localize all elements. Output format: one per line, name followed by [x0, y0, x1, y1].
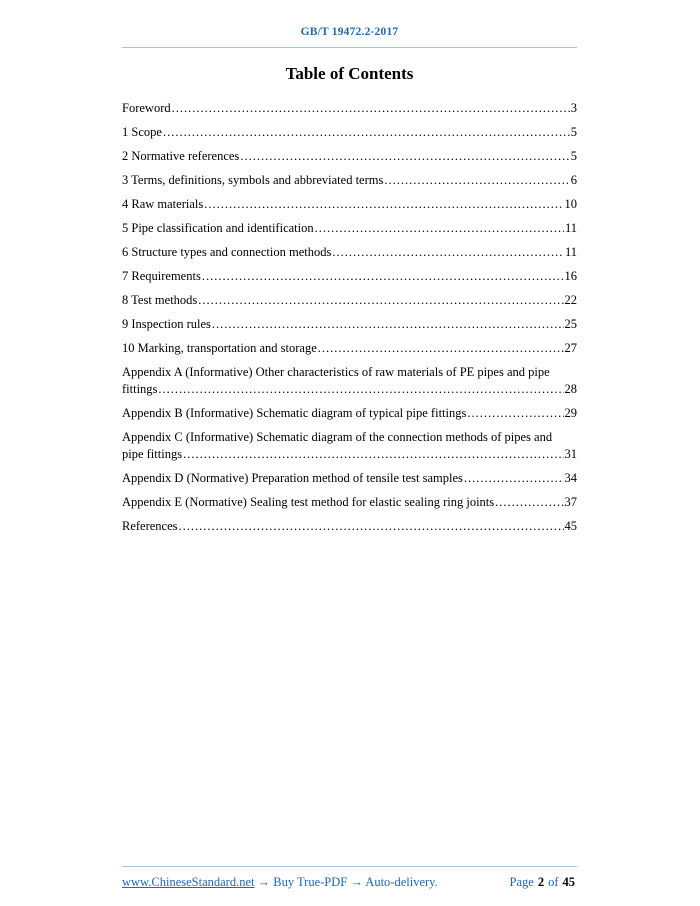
toc-entry-label: 3 Terms, definitions, symbols and abbreviated terms: [122, 173, 384, 187]
toc-entry-raw-materials[interactable]: [122, 197, 577, 212]
dot-leader: [384, 173, 569, 188]
footer-tagline: → Buy True-PDF → Auto-delivery.: [254, 875, 438, 889]
dot-leader: [198, 293, 563, 308]
table-of-contents: [122, 101, 577, 534]
toc-entry-appendix-d[interactable]: [122, 471, 577, 486]
toc-entry-structure-types[interactable]: [122, 245, 577, 260]
toc-entry-appendix-c-line2[interactable]: [122, 447, 577, 462]
document-header: GB/T 19472.2-2017: [300, 26, 399, 38]
toc-entry-label: Appendix B (Informative) Schematic diagram of typical pipe fittings: [122, 406, 467, 420]
toc-entry-appendix-e[interactable]: [122, 495, 577, 510]
header-rule: [122, 47, 577, 48]
dot-leader: [464, 471, 564, 486]
dot-leader: [467, 406, 563, 421]
toc-entry-page: 5: [570, 149, 577, 163]
toc-entry-page: 6: [570, 173, 577, 187]
dot-leader: [172, 101, 570, 116]
dot-leader: [163, 125, 570, 140]
toc-entry-page: 31: [564, 447, 577, 461]
toc-entry-page: 11: [564, 245, 577, 259]
dot-leader: [318, 341, 564, 356]
toc-entry-label: Appendix D (Normative) Preparation method of tensile test samples: [122, 471, 463, 485]
toc-entry-label: Appendix A (Informative) Other characteristics of raw materials of PE pipes and pipe: [122, 365, 550, 379]
toc-entry-label: References: [122, 519, 178, 533]
toc-entry-page: 25: [564, 317, 577, 331]
toc-entry-label: 5 Pipe classification and identification: [122, 221, 314, 235]
toc-entry-page: 11: [564, 221, 577, 235]
toc-entry-page: 45: [564, 519, 577, 533]
page-current: 2: [537, 875, 545, 889]
dot-leader: [495, 495, 563, 510]
toc-entry-label: Appendix E (Normative) Sealing test method for elastic sealing ring joints: [122, 495, 495, 509]
toc-entry-test-methods[interactable]: [122, 293, 577, 308]
toc-entry-appendix-b[interactable]: [122, 406, 577, 421]
toc-entry-label: Foreword: [122, 101, 171, 115]
toc-entry-terms-definitions[interactable]: [122, 173, 577, 188]
dot-leader: [179, 519, 564, 534]
toc-entry-foreword[interactable]: [122, 101, 577, 116]
toc-entry-label: 1 Scope: [122, 125, 162, 139]
dot-leader: [212, 317, 564, 332]
toc-entry-label: 9 Inspection rules: [122, 317, 211, 331]
toc-entry-label: Appendix C (Informative) Schematic diagram of the connection methods of pipes and: [122, 430, 553, 444]
toc-entry-normative-references[interactable]: [122, 149, 577, 164]
dot-leader: [158, 382, 563, 397]
dot-leader: [315, 221, 564, 236]
toc-entry-page: 34: [564, 471, 577, 485]
toc-entry-page: 10: [564, 197, 577, 211]
page-footer: [122, 866, 577, 890]
dot-leader: [240, 149, 569, 164]
toc-entry-page: 5: [570, 125, 577, 139]
footer-left: [122, 875, 438, 890]
toc-entry-page: 28: [564, 382, 577, 396]
toc-entry-appendix-a-line1[interactable]: [122, 365, 577, 380]
toc-entry-pipe-classification[interactable]: [122, 221, 577, 236]
toc-entry-label: 2 Normative references: [122, 149, 240, 163]
toc-entry-requirements[interactable]: [122, 269, 577, 284]
dot-leader: [202, 269, 564, 284]
toc-entry-appendix-c-line1[interactable]: [122, 430, 577, 445]
of-label: of: [548, 875, 559, 889]
dot-leader: [332, 245, 564, 260]
page-label: Page: [509, 875, 534, 889]
toc-entry-label: 4 Raw materials: [122, 197, 204, 211]
toc-entry-page: 3: [570, 101, 577, 115]
toc-entry-appendix-a-line2[interactable]: [122, 382, 577, 397]
toc-entry-label: 6 Structure types and connection methods: [122, 245, 332, 259]
toc-entry-label: pipe fittings: [122, 447, 183, 461]
toc-entry-page: 27: [564, 341, 577, 355]
toc-entry-references[interactable]: [122, 519, 577, 534]
site-link[interactable]: www.ChineseStandard.net: [122, 875, 255, 889]
dot-leader: [204, 197, 563, 212]
toc-entry-label: 8 Test methods: [122, 293, 198, 307]
toc-entry-page: 37: [564, 495, 577, 509]
footer-page-indicator: [508, 875, 577, 890]
toc-entry-page: 29: [564, 406, 577, 420]
page-title: Table of Contents: [285, 64, 414, 83]
toc-entry-page: 16: [564, 269, 577, 283]
toc-entry-marking-transportation[interactable]: [122, 341, 577, 356]
page-total: 45: [562, 875, 575, 889]
dot-leader: [183, 447, 563, 462]
toc-entry-label: 7 Requirements: [122, 269, 201, 283]
toc-entry-page: 22: [564, 293, 577, 307]
toc-entry-label: fittings: [122, 382, 158, 396]
toc-entry-scope[interactable]: [122, 125, 577, 140]
toc-entry-label: 10 Marking, transportation and storage: [122, 341, 317, 355]
toc-entry-inspection-rules[interactable]: [122, 317, 577, 332]
